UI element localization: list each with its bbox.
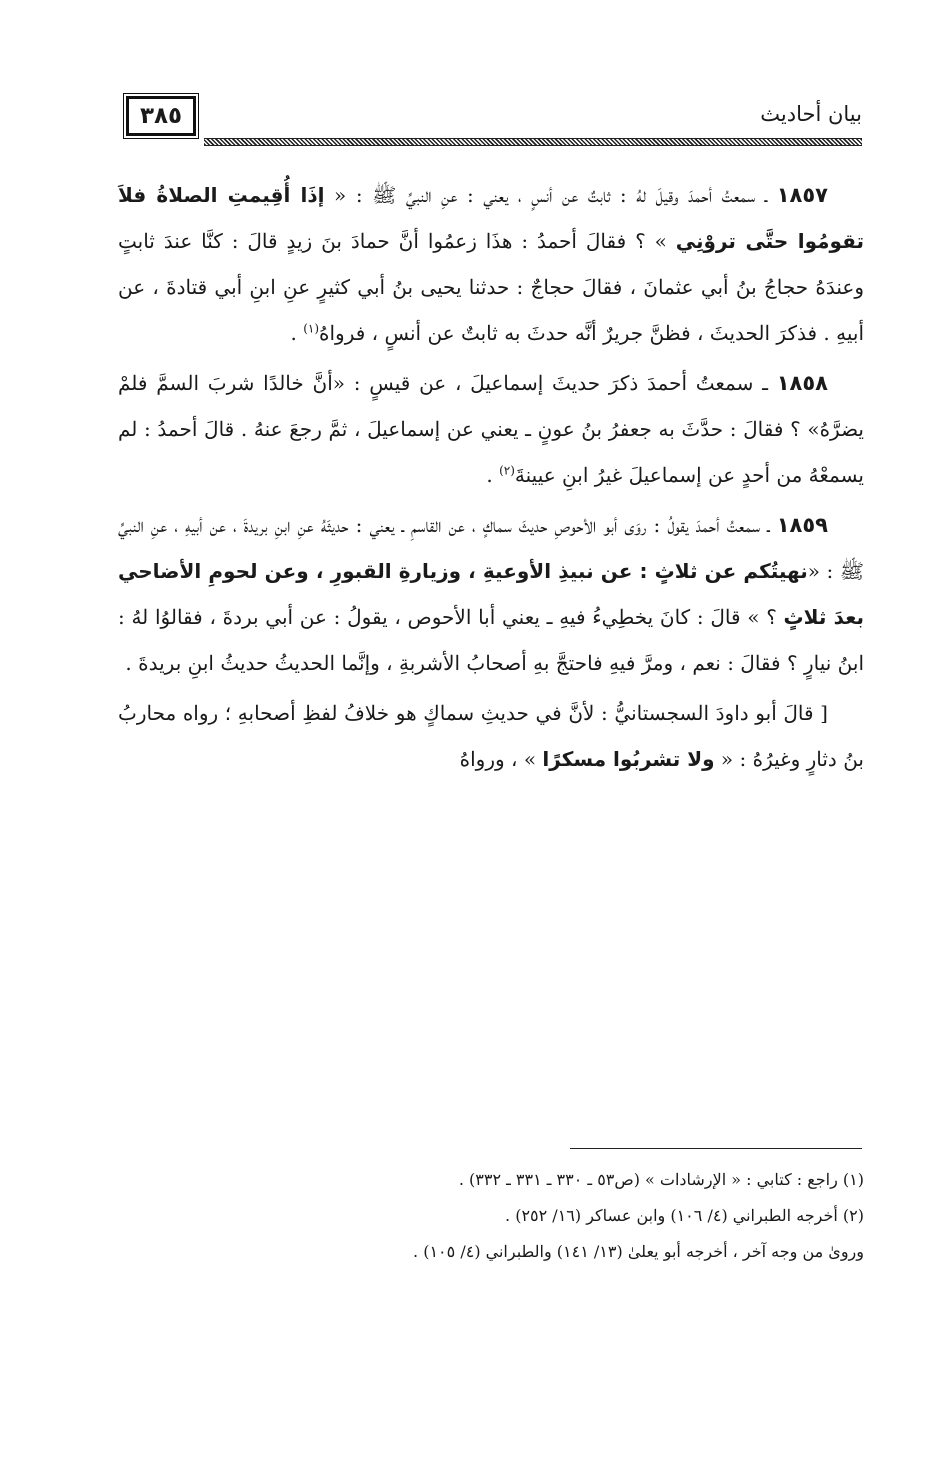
- text-run: .: [290, 321, 304, 345]
- hadith-number: ١٨٥٩: [776, 513, 828, 537]
- running-title: بيان أحاديث: [760, 102, 862, 126]
- text-run: [ قالَ أبو داودَ السجستانيُّ : لأنَّ في حديثِ سماكٍ هو خلافُ لفظِ أصحابهِ ؛ رواه محاربُ بنُ دثارٍ وغيرُهُ : «: [118, 701, 864, 771]
- text-run: » ، ورواهُ: [459, 747, 543, 771]
- text-run: ـ سمعتُ أحمدَ ذكرَ حديثَ إسماعيلَ ، عن قيسٍ : «أنَّ خالدًا شربَ السمَّ فلمْ يضرَّهُ» ؟ فقالَ : حدَّثَ به جعفرُ بنُ عونٍ ـ يعني عن إسماعيلَ ، ثمَّ رجعَ عنهُ . قالَ أحمدُ : لم يسمعْهُ من أحدٍ عن إسماعيلَ غيرُ ابنِ عيينةَ: [118, 371, 864, 487]
- page-header: [126, 96, 862, 152]
- footnote-2-continued: وروىٰ من وجه آخر ، أخرجه أبو يعلىٰ (١٣/ ١٤١) والطبراني (٤/ ١٠٥) .: [413, 1242, 864, 1261]
- paragraph: [118, 502, 864, 686]
- paragraph: [118, 690, 864, 782]
- hadith-text: ولا تشربُوا مسكرًا: [542, 747, 715, 771]
- paragraph: [118, 172, 864, 356]
- text-run: ـ سمعتُ أحمدَ وقيلَ لهُ : ثابتٌ عن أنسٍ ، يعني : عنِ النبيِّ ﷺ : «: [324, 183, 777, 207]
- hadith-text: نهيتُكم عن ثلاثٍ : عن نبيذِ الأوعيةِ ، وزيارةِ القبورِ ، وعن لحومِ الأضاحي بعدَ ثلاثٍ: [118, 559, 865, 629]
- footnote-separator: [570, 1148, 862, 1149]
- header-rule: [204, 138, 862, 146]
- footnote-1: (١) راجع : كتابي : « الإرشادات » (ص٥٣ ـ ٣٣٠ ـ ٣٣١ ـ ٣٣٢) .: [458, 1170, 864, 1189]
- footnote-reference: (٢): [499, 463, 515, 478]
- page-number-box: [126, 96, 196, 136]
- text-run: » ؟ فقالَ أحمدُ : هذَا زعمُوا أنَّ حمادَ بنَ زيدٍ قالَ : كنَّا عندَ ثابتٍ وعندَهُ حجاجُ بنُ أبي عثمانَ ، فقالَ حجاجٌ : حدثنا يحيى بنُ أبي كثيرٍ عنِ ابنِ أبي قتادةَ ، عن أبيهِ . فذكرَ الحديثَ ، فظنَّ جريرٌ أنَّه حدثَ به ثابتٌ عن أنسٍ ، فرواهُ: [118, 229, 864, 345]
- footnote-2: (٢) أخرجه الطبراني (٤/ ١٠٦) وابن عساكر (١٦/ ٢٥٢) .: [505, 1206, 864, 1225]
- text-run: ـ سمعتُ أحمدَ يقولُ : روَى أبو الأحوصِ حديثَ سماكٍ ، عن القاسمِ ـ يعني : حديثَهُ عنِ ابنِ بريدةَ ، عن أبيهِ ، عنِ النبيِّ ﷺ : «: [118, 513, 864, 583]
- main-text: [118, 172, 864, 786]
- footnotes: [180, 1162, 864, 1270]
- hadith-text: إذَا أُقِيمتِ الصلاةُ فلاَ تقومُوا حتَّى تروْنِي: [118, 183, 865, 253]
- text-run: ؟ » قالَ : كانَ يخطِيءُ فيهِ ـ يعني أبا الأحوص ، يقولُ : عن أبي بردةَ ، فقالوُا لهُ : ابنُ نيارٍ ؟ فقالَ : نعم ، ومرَّ فيهِ فاحتجَّ بهِ أصحابُ الأشربةِ ، وإنَّما الحديثُ حديثُ ابنِ بريدةَ .: [118, 605, 864, 675]
- hadith-number: ١٨٥٧: [776, 183, 828, 207]
- hadith-number: ١٨٥٨: [776, 371, 828, 395]
- page-number: ٣٨٥: [139, 103, 183, 129]
- text-run: .: [486, 463, 500, 487]
- paragraph: [118, 360, 864, 498]
- footnote-reference: (١): [303, 321, 320, 336]
